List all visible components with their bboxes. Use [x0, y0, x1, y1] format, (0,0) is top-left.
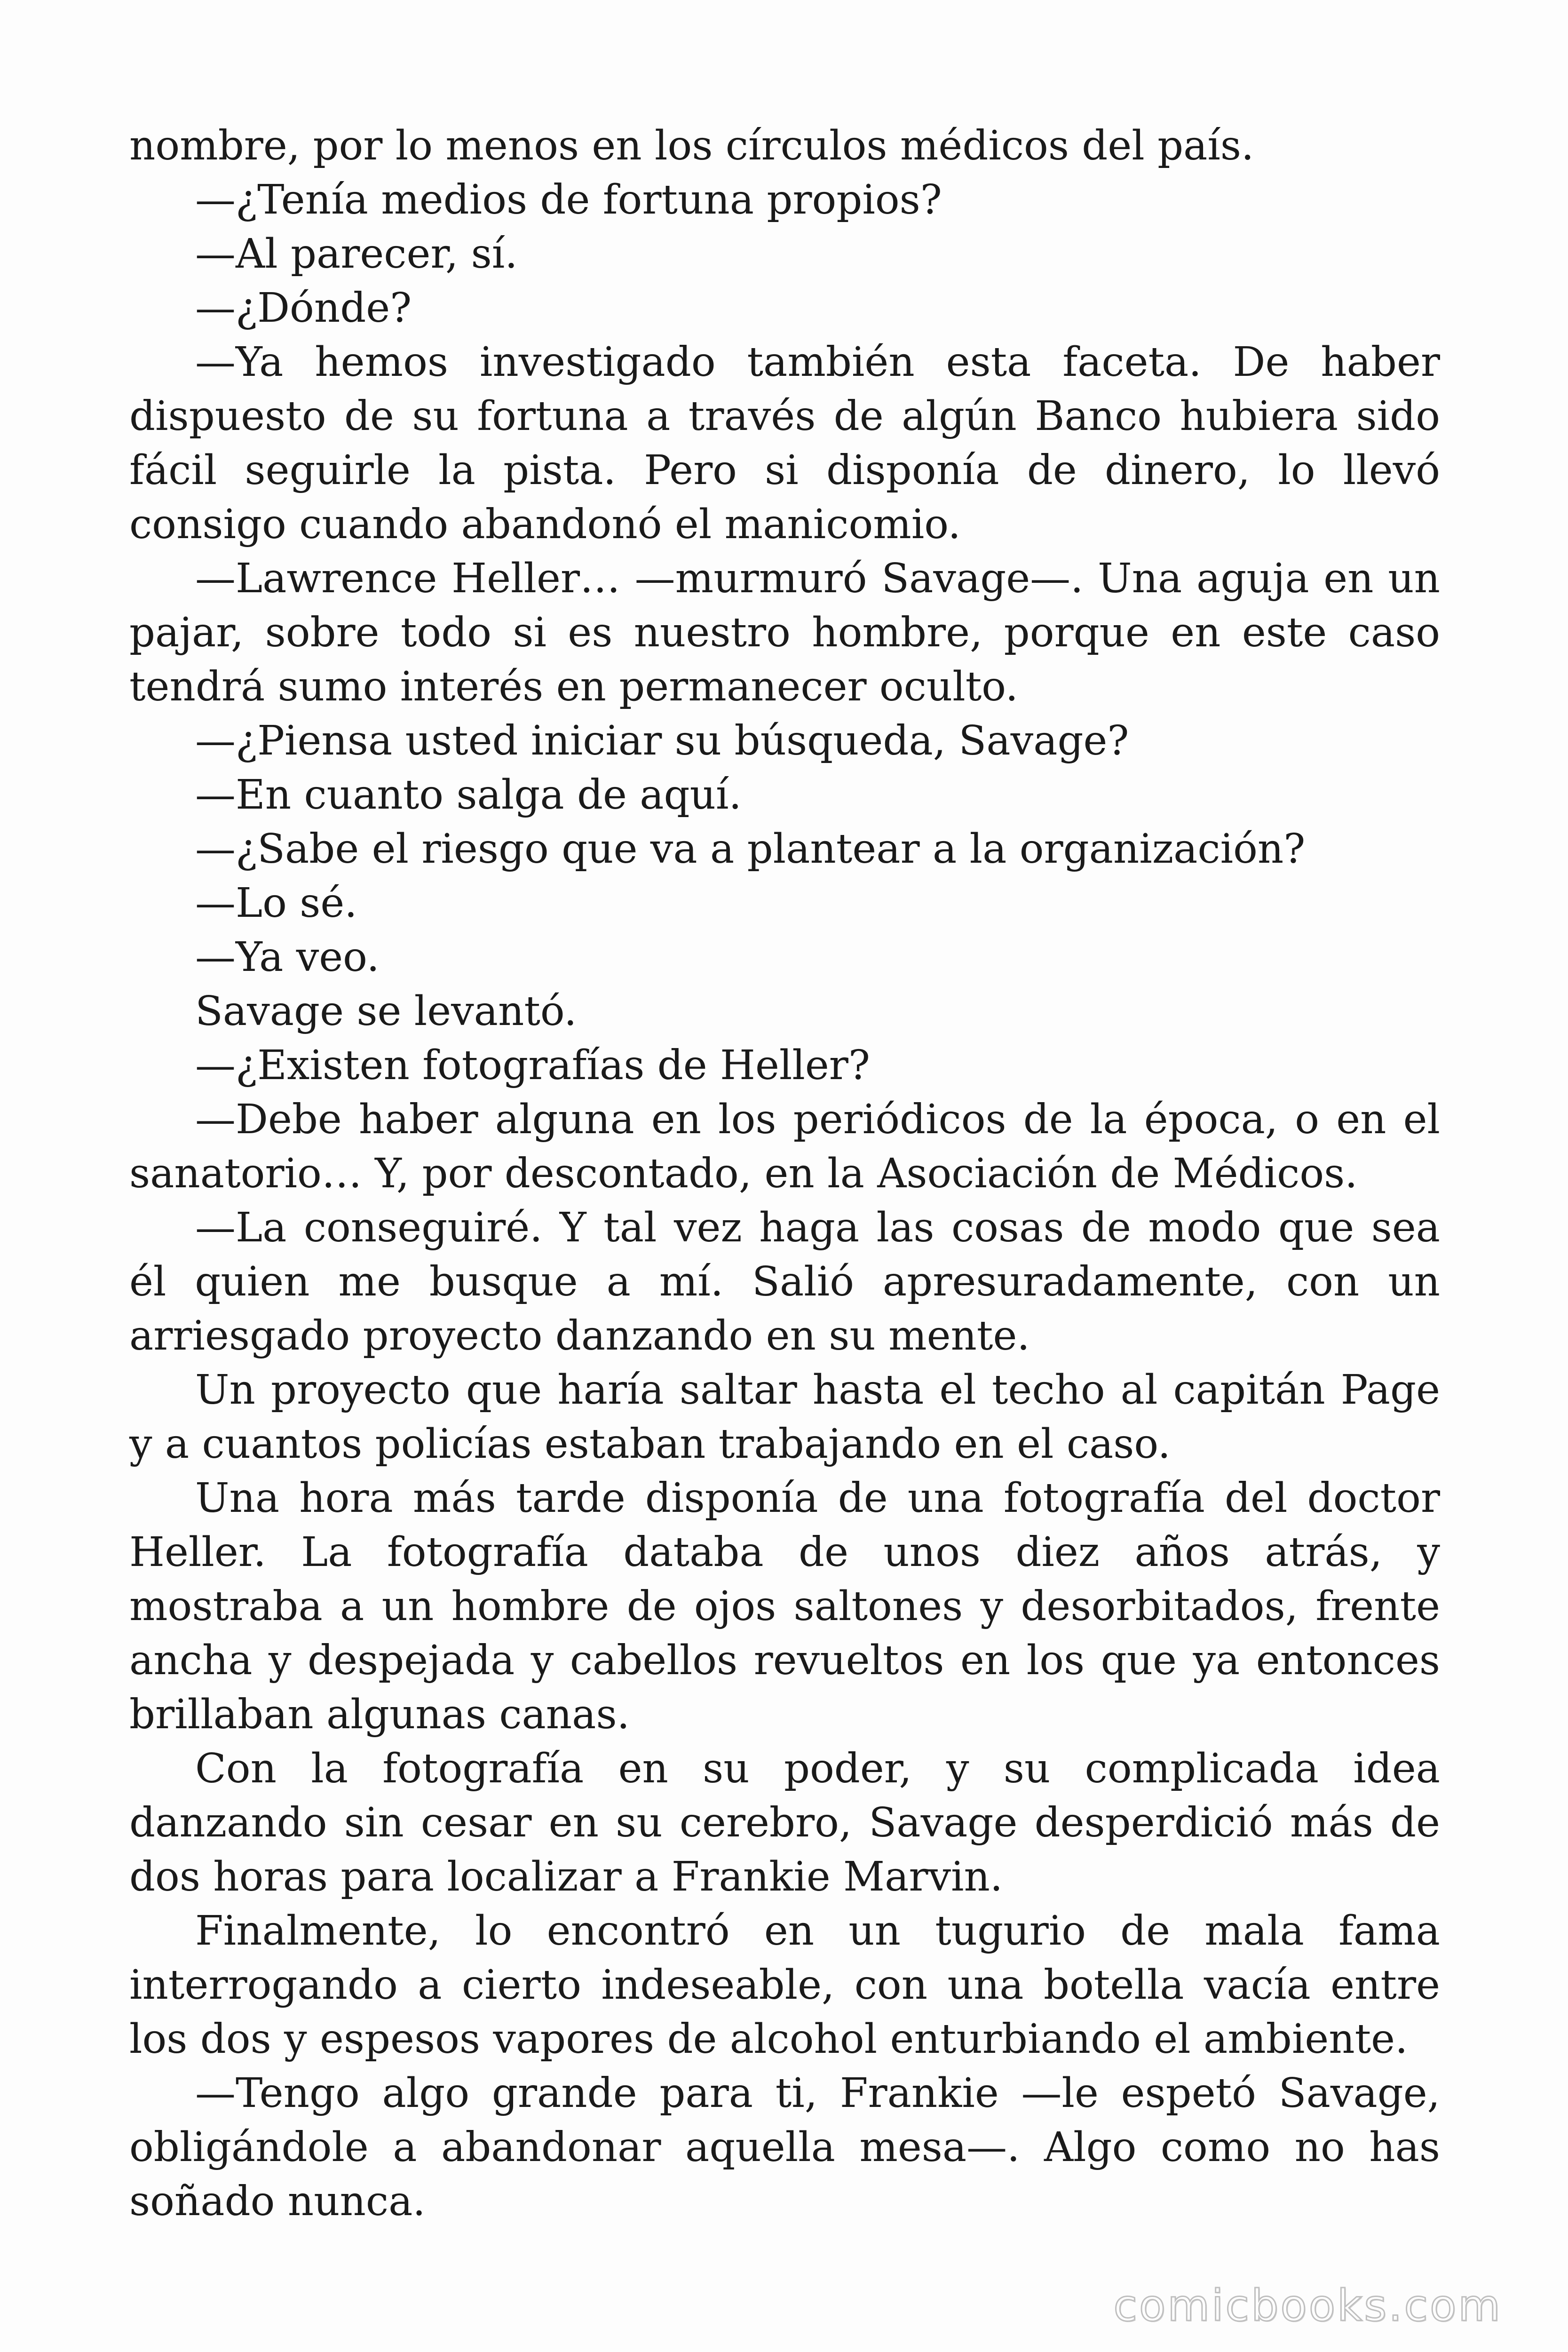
- paragraph: —Ya veo.: [195, 934, 380, 981]
- paragraph: —Lo sé.: [195, 880, 357, 927]
- paragraph: —Lawrence Heller… —murmuró Savage—. Una aguja en un pajar, sobre todo si es nuestro hombre, porque en este caso tendrá sumo interés en permanecer oculto.: [129, 555, 1440, 710]
- paragraph: Un proyecto que haría saltar hasta el techo al capitán Page y a cuantos policías estaban trabajando en el caso.: [129, 1367, 1440, 1468]
- paragraph: Una hora más tarde disponía de una fotografía del doctor Heller. La fotografía databa de unos diez años atrás, y mostraba a un hombre de ojos saltones y desorbitados, frente ancha y despejada y cabellos revueltos en los que ya entonces brillaban algunas canas.: [129, 1475, 1440, 1738]
- paragraph: —Debe haber alguna en los periódicos de la época, o en el sanatorio… Y, por descontado, en la Asociación de Médicos.: [129, 1096, 1440, 1197]
- paragraph: —Al parecer, sí.: [195, 230, 518, 278]
- paragraph: Con la fotografía en su poder, y su complicada idea danzando sin cesar en su cerebro, Savage desperdició más de dos horas para localizar a Frankie Marvin.: [129, 1745, 1440, 1900]
- paragraph: —En cuanto salga de aquí.: [195, 771, 742, 818]
- watermark: comicbooks.com: [1113, 2280, 1502, 2331]
- paragraph: —Tengo algo grande para ti, Frankie —le espetó Savage, obligándole a abandonar aquella mesa—. Algo como no has soñado nunca.: [129, 2070, 1440, 2225]
- paragraph: —¿Existen fotografías de Heller?: [195, 1042, 870, 1089]
- paragraph: Savage se levantó.: [195, 988, 577, 1035]
- paragraph: —¿Dónde?: [195, 285, 412, 332]
- paragraph: —Ya hemos investigado también esta faceta. De haber dispuesto de su fortuna a través de algún Banco hubiera sido fácil seguirle la pista. Pero si disponía de dinero, lo llevó consigo cuando abandonó el manicomio.: [129, 339, 1440, 548]
- paragraph: —La conseguiré. Y tal vez haga las cosas de modo que sea él quien me busque a mí. Salió apresuradamente, con un arriesgado proyecto danzando en su mente.: [129, 1204, 1440, 1359]
- body-text: [129, 119, 1440, 2229]
- paragraph: nombre, por lo menos en los círculos médicos del país.: [129, 122, 1254, 169]
- paragraph: —¿Piensa usted iniciar su búsqueda, Savage?: [195, 717, 1129, 764]
- paragraph: Finalmente, lo encontró en un tugurio de mala fama interrogando a cierto indeseable, con una botella vacía entre los dos y espesos vapores de alcohol enturbiando el ambiente.: [129, 1907, 1440, 2063]
- paragraph: —¿Sabe el riesgo que va a plantear a la organización?: [195, 826, 1306, 873]
- paragraph: —¿Tenía medios de fortuna propios?: [195, 176, 942, 223]
